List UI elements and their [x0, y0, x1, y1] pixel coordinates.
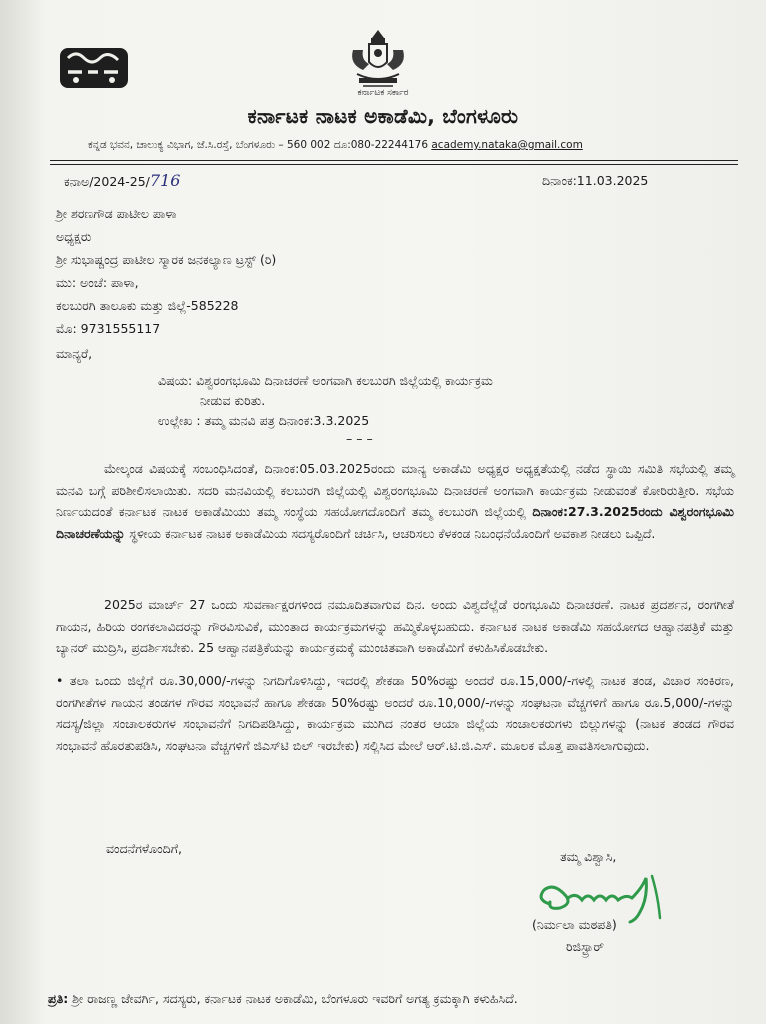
recipient-line-5: ಕಲಬುರಗಿ ತಾಲೂಕು ಮತ್ತು ಜಿಲ್ಲೆ-585228 — [56, 298, 239, 313]
reference-prefix: ಕನಾಅ/2024-25/ — [64, 174, 150, 189]
subject-divider: – – – — [346, 431, 373, 446]
body-paragraph-2: 2025ರ ಮಾರ್ಚ್ 27 ಒಂದು ಸುವರ್ಣಾಕ್ಷರಗಳಿಂದ ನಮೂದಿತವಾಗುವ ದಿನ. ಅಂದು ವಿಶ್ವದೆಲ್ಲೆಡೆ ರಂಗಭೂಮಿ ದಿನಾಚರಣೆ. ನಾಟಕ ಪ್ರದರ್ಶನ, ರಂಗಗೀತೆ ಗಾಯನ, ಹಿರಿಯ ರಂಗಕಲಾವಿದರನ್ನು ಗೌರವಿಸುವಿಕೆ, ಮುಂತಾದ ಕಾರ್ಯಕ್ರಮಗಳನ್ನು ಹಮ್ಮಿಕೊಳ್ಳಬಹುದು. ಕರ್ನಾಟಕ ನಾಟಕ ಅಕಾಡೆಮಿ ಸಹಯೋಗದ ಆಹ್ವಾನಪತ್ರಿಕೆ ಮತ್ತು ಬ್ಯಾನರ್ ಮುದ್ರಿಸಿ, ಪ್ರದರ್ಶಿಸಬೇಕು. 25 ಆಹ್ವಾನಪತ್ರಿಕೆಯನ್ನು ಕಾರ್ಯಕ್ರಮಕ್ಕೆ ಮುಂಚಿತವಾಗಿ ಅಕಾಡೆಮಿಗೆ ಕಳುಹಿಸಿಕೊಡಬೇಕು. — [56, 597, 734, 655]
academy-title: ಕರ್ನಾಟಕ ನಾಟಕ ಅಕಾಡೆಮಿ, ಬೆಂಗಳೂರು — [247, 104, 519, 128]
yours-faithfully: ತಮ್ಮ ವಿಶ್ವಾಸಿ, — [560, 849, 617, 864]
subject-line-1: ವಿಷಯ: ವಿಶ್ವರಂಗಭೂಮಿ ದಿನಾಚರಣೆ ಅಂಗವಾಗಿ ಕಲಬುರಗಿ ಜಿಲ್ಲೆಯಲ್ಲಿ ಕಾರ್ಯಕ್ರಮ — [158, 373, 493, 388]
recipient-line-4: ಮು: ಅಂಚೆ: ಪಾಳಾ, — [56, 275, 139, 290]
closing-line: ವಂದನೆಗಳೊಂದಿಗೆ, — [106, 841, 182, 856]
recipient-line-2: ಅಧ್ಯಕ್ಷರು — [56, 229, 92, 244]
state-emblem-icon — [345, 26, 411, 96]
para1-text-a: ಮೇಲ್ಕಂಡ ವಿಷಯಕ್ಕೆ ಸಂಬಂಧಿಸಿದಂತೆ, ದಿನಾಂಕ:05.03.2025ರಂದು ಮಾನ್ಯ ಅಕಾಡೆಮಿ ಅಧ್ಯಕ್ಷರ ಅಧ್ಯಕ್ಷತೆಯಲ್ಲಿ ನಡೆದ ಸ್ಥಾಯಿ ಸಮಿತಿ ಸಭೆಯಲ್ಲಿ ತಮ್ಮ ಮನವಿ ಬಗ್ಗೆ ಪರಿಶೀಲಿಸಲಾಯಿತು. ಸದರಿ ಮನವಿಯಲ್ಲಿ ಕಲಬುರಗಿ ಜಿಲ್ಲೆಯಲ್ಲಿ ವಿಶ್ವರಂಗಭೂಮಿ ದಿನಾಚರಣೆ ಅಂಗವಾಗಿ ಕಾರ್ಯಕ್ರಮ ನೀಡುವಂತೆ ಕೋರಿರುತ್ತೀರಿ. ಸಭೆಯ ನಿರ್ಣಯದಂತೆ ಕರ್ನಾಟಕ ನಾಟಕ ಅಕಾಡೆಮಿಯು ತಮ್ಮ ಸಂಸ್ಥೆಯ ಸಹಯೋಗದೊಂದಿಗೆ ತಮ್ಮ ಕಲಬುರಗಿ ಜಿಲ್ಲೆಯಲ್ಲಿ — [56, 461, 734, 519]
copy-to-line — [48, 988, 738, 1010]
para1-bold-date: ದಿನಾಂಕ:27.3.2025ರಂದು ವಿಶ್ವರಂಗಭೂಮಿ ದಿನಾಚರಣೆಯನ್ನು — [56, 504, 734, 541]
reference-number — [64, 172, 180, 191]
subject-reference: ಉಲ್ಲೇಖ : ತಮ್ಮ ಮನವಿ ಪತ್ರ ದಿನಾಂಕ:3.3.2025 — [158, 413, 370, 428]
address-line — [88, 136, 583, 154]
body-paragraph-1 — [56, 458, 734, 544]
handwritten-number: 716 — [149, 171, 181, 190]
nataka-academy-logo — [58, 42, 130, 94]
recipient-line-1: ಶ್ರೀ ಶರಣಗೌಡ ಪಾಟೀಲ ಪಾಳಾ — [56, 206, 177, 221]
recipient-line-6: ಮೊ: 9731555117 — [56, 321, 161, 336]
copy-text: ಶ್ರೀ ರಾಜಣ್ಣ ಜೇವರ್ಗಿ, ಸದಸ್ಯರು, ಕರ್ನಾಟಕ ನಾಟಕ ಅಕಾಡೆಮಿ, ಬೆಂಗಳೂರು ಇವರಿಗೆ ಅಗತ್ಯ ಕ್ರಮಕ್ಕಾಗಿ ಕಳುಹಿಸಿದೆ. — [68, 991, 518, 1006]
header-rule — [50, 160, 738, 161]
email-link[interactable]: academy.nataka@gmail.com — [431, 139, 583, 151]
copy-label: ಪ್ರತಿ: — [48, 991, 69, 1006]
signatory-name: (ನಿರ್ಮಲಾ ಮಠಪತಿ) — [532, 917, 617, 932]
address-text: ಕನ್ನಡ ಭವನ, ಚಾಲುಕ್ಯ ವಿಭಾಗ, ಜೆ.ಸಿ.ರಸ್ತೆ, ಬೆಂಗಳೂರು – 560 002 ದೂ:080-22244176 — [88, 139, 429, 151]
govt-label: ಕರ್ನಾಟಕ ಸರ್ಕಾರ — [357, 88, 409, 98]
para1-text-b: ಸ್ಥಳೀಯ ಕರ್ನಾಟಕ ನಾಟಕ ಅಕಾಡೆಮಿಯ ಸದಸ್ಯರೊಂದಿಗೆ ಚರ್ಚಿಸಿ, ಆಚರಿಸಲು ಕೆಳಕಂಡ ನಿಬಂಧನೆಯೊಂದಿಗೆ ಅವಕಾಶ ನೀಡಲು ಒಪ್ಪಿದೆ. — [125, 525, 656, 541]
signatory-designation: ರಿಜಿಸ್ಟ್ರಾರ್ — [566, 939, 604, 954]
header-rule-thin — [50, 164, 738, 165]
salutation: ಮಾನ್ಯರೆ, — [56, 346, 93, 361]
recipient-line-3: ಶ್ರೀ ಸುಭಾಷ್ಚಂದ್ರ ಪಾಟೀಲ ಸ್ಮಾರಕ ಜನಕಲ್ಯಾಣ ಟ್ರಸ್ಟ್ (ರಿ) — [56, 252, 277, 267]
payment-bullet: • ತಲಾ ಒಂದು ಜಿಲ್ಲೆಗೆ ರೂ.30,000/-ಗಳನ್ನು ನಿಗದಿಗೊಳಿಸಿದ್ದು, ಇದರಲ್ಲಿ ಶೇಕಡಾ 50%ರಷ್ಟು ಅಂದರೆ ರೂ.15,000/-ಗಳಲ್ಲಿ ನಾಟಕ ತಂಡ, ವಿಚಾರ ಸಂಕಿರಣ, ರಂಗಗೀತೆಗಳ ಗಾಯನ ತಂಡಗಳ ಗೌರವ ಸಂಭಾವನೆ ಹಾಗೂ ಶೇಕಡಾ 50%ರಷ್ಟು ಅಂದರೆ ರೂ.10,000/-ಗಳನ್ನು ಸಂಘಟನಾ ವೆಚ್ಚಗಳಿಗೆ ಹಾಗೂ ರೂ.5,000/-ಗಳನ್ನು ಸದಸ್ಯ/ಜಿಲ್ಲಾ ಸಂಚಾಲಕರುಗಳ ಸಂಭಾವನೆಗೆ ನಿಗದಿಪಡಿಸಿದ್ದು, ಕಾರ್ಯಕ್ರಮ ಮುಗಿದ ನಂತರ ಆಯಾ ಜಿಲ್ಲೆಯ ಸಂಚಾಲಕರುಗಳು ಬಿಲ್ಲುಗಳನ್ನು (ನಾಟಕ ತಂಡದ ಗೌರವ ಸಂಭಾವನೆ ಹೊರತುಪಡಿಸಿ, ಸಂಘಟನಾ ವೆಚ್ಚಗಳಿಗೆ ಜಿಎಸ್‌ಟಿ ಬಿಲ್ ಇರಬೇಕು) ಸಲ್ಲಿಸಿದ ಮೇಲೆ ಆರ್.ಟಿ.ಜಿ.ಎಸ್. ಮೂಲಕ ಮೊತ್ತ ಪಾವತಿಸಲಾಗುವುದು. — [56, 673, 734, 753]
letter-date: ದಿನಾಂಕ:11.03.2025 — [542, 173, 649, 188]
subject-line-2: ನೀಡುವ ಕುರಿತು. — [200, 393, 266, 408]
